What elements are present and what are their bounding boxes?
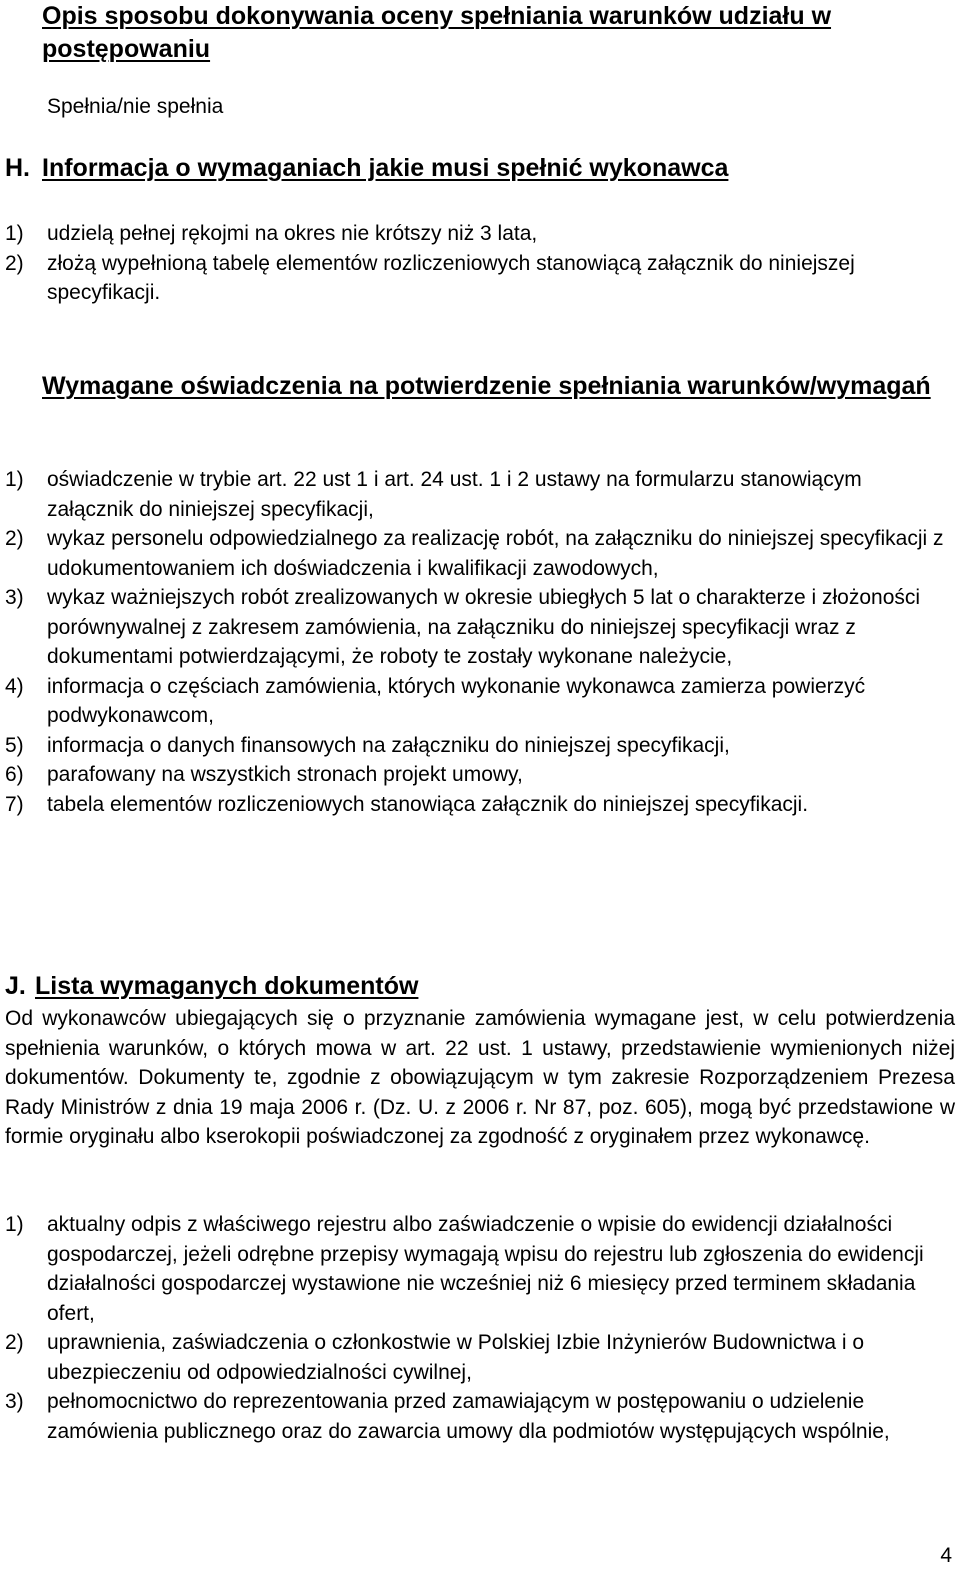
- section-i-list: [5, 465, 950, 819]
- list-item-number: 1): [5, 1213, 24, 1236]
- section-g-title: Opis sposobu dokonywania oceny spełniania warunków udziału w postępowaniu: [42, 2, 832, 63]
- list-item-text: wykaz personelu odpowiedzialnego za realizację robót, na załączniku do niniejszej specyfikacji z udokumentowaniem ich doświadczenia i kwalifikacji zawodowych,: [47, 527, 944, 580]
- list-item: [5, 731, 950, 761]
- list-item-text: aktualny odpis z właściwego rejestru albo zaświadczenie o wpisie do ewidencji działalności gospodarczej, jeżeli odrębne przepisy wymagają wpisu do rejestru lub zgłoszenia do ewidencji działalności gospodarczej wystawione nie wcześniej niż 6 miesięcy przed terminem składania ofert,: [47, 1213, 924, 1325]
- section-i-heading: [5, 370, 950, 403]
- list-item-number: 2): [5, 251, 24, 275]
- list-item-text: udzielą pełnej rękojmi na okres nie krótszy niż 3 lata,: [47, 222, 538, 245]
- list-item-text: informacja o danych finansowych na załączniku do niniejszej specyfikacji,: [47, 733, 730, 757]
- section-h-title: Informacja o wymaganiach jakie musi spełnić wykonawca: [42, 154, 729, 182]
- section-g-body: Spełnia/nie spełnia: [47, 95, 224, 118]
- list-item-number: 2): [5, 1331, 24, 1354]
- list-item-text: parafowany na wszystkich stronach projekt umowy,: [47, 763, 523, 786]
- list-item-text: oświadczenie w trybie art. 22 ust 1 i art. 24 ust. 1 i 2 ustawy na formularzu stanowiącym załącznik do niniejszej specyfikacji,: [47, 468, 862, 521]
- list-item: [5, 465, 950, 524]
- section-g-letter: [5, 0, 42, 33]
- list-item-number: 3): [5, 1390, 24, 1413]
- list-item-number: 3): [5, 586, 24, 609]
- list-item-text: uprawnienia, zaświadczenia o członkostwie w Polskiej Izbie Inżynierów Budownictwa i o ubezpieczeniu od odpowiedzialności cywilnej,: [47, 1331, 865, 1384]
- section-j-list: [5, 1210, 950, 1446]
- list-item-number: 5): [5, 733, 24, 757]
- list-item-text: informacja o częściach zamówienia, których wykonanie wykonawca zamierza powierzyć podwykonawcom,: [47, 674, 866, 727]
- list-item-number: 6): [5, 763, 24, 786]
- section-j-heading: [5, 970, 950, 1003]
- section-g-heading: [5, 0, 950, 66]
- list-item: [5, 583, 950, 672]
- list-item: [5, 1387, 950, 1446]
- section-h-letter: H.: [5, 154, 30, 182]
- list-item-number: 2): [5, 527, 24, 550]
- list-item: [5, 672, 950, 731]
- section-h-heading: [5, 152, 950, 185]
- list-item-text: tabela elementów rozliczeniowych stanowiąca załącznik do niniejszej specyfikacji.: [47, 792, 809, 816]
- section-h-list: [5, 219, 950, 308]
- list-item: [5, 1210, 950, 1328]
- list-item-number: 4): [5, 674, 24, 698]
- list-item-text: złożą wypełnioną tabelę elementów rozliczeniowych stanowiącą załącznik do niniejszej specyfikacji.: [47, 251, 855, 304]
- list-item: [5, 249, 950, 308]
- list-item: [5, 1328, 950, 1387]
- page-number: 4: [940, 1544, 952, 1567]
- section-i-title: Wymagane oświadczenia na potwierdzenie spełniania warunków/wymagań: [42, 372, 931, 400]
- list-item-text: pełnomocnictwo do reprezentowania przed zamawiającym w postępowaniu o udzielenie zamówienia publicznego oraz do zawarcia umowy dla podmiotów występujących wspólnie,: [47, 1390, 890, 1443]
- section-j-title: Lista wymaganych dokumentów: [35, 972, 419, 1000]
- list-item-number: 1): [5, 222, 24, 245]
- list-item-text: wykaz ważniejszych robót zrealizowanych w okresie ubiegłych 5 lat o charakterze i złożoności porównywalnej z zakresem zamówienia, na załączniku do niniejszej specyfikacji wraz z dokumentami potwierdzającymi, że roboty te zostały wykonane należycie,: [47, 586, 921, 668]
- list-item: [5, 524, 950, 583]
- section-i-letter: [5, 370, 42, 403]
- list-item: [5, 219, 950, 249]
- list-item-number: 7): [5, 792, 24, 816]
- list-item-number: 1): [5, 468, 24, 491]
- section-j-letter: J.: [5, 972, 26, 1000]
- section-j-intro: Od wykonawców ubiegających się o przyznanie zamówienia wymagane jest, w celu potwierdzenia spełnienia warunków, o których mowa w art. 22 ust. 1 ustawy, przedstawienie wymienionych niżej dokumentów. Dokumenty te, zgodnie z obowiązującym w tym zakresie Rozporządzeniem Prezesa Rady Ministrów z dnia 19 maja 2006 r. (Dz. U. z 2006 r. Nr 87, poz. 605), mogą być przedstawione w formie oryginału albo kserokopii poświadczonej za zgodność z oryginałem przez wykonawcę.: [5, 1007, 955, 1148]
- list-item: [5, 790, 950, 820]
- list-item: [5, 760, 950, 790]
